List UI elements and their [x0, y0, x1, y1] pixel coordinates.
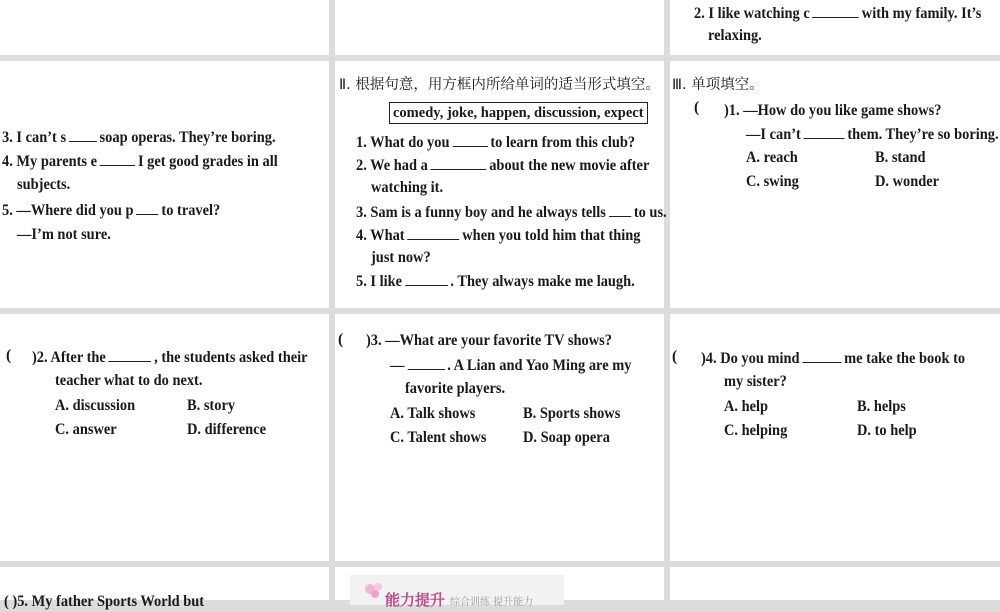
cell-top-center: [335, 0, 664, 55]
mc1-option-d: D. wonder: [875, 173, 940, 190]
mid-left-q4: 4. My parents e I get good grades in all: [2, 153, 278, 170]
mc3-option-a: A. Talk shows: [390, 405, 476, 422]
mc4-option-b: B. helps: [857, 398, 906, 415]
mc2-option-d: D. difference: [187, 421, 266, 438]
mc3-option-c: C. Talent shows: [390, 429, 487, 446]
top-right-line2: relaxing.: [708, 27, 762, 44]
cell-last-left: [0, 567, 329, 610]
mc4-option-c: C. helping: [724, 422, 788, 439]
mid-left-q4-cont: subjects.: [17, 176, 71, 193]
cell-top-left: [0, 0, 329, 55]
cell-top-right: [670, 0, 1000, 55]
mid-left-q5: 5. —Where did you p to travel?: [2, 202, 221, 219]
mc3-option-b: B. Sports shows: [523, 405, 621, 422]
cell-bot-left: [0, 314, 329, 561]
ability-banner: [350, 575, 564, 609]
section-two-heading: Ⅱ. 根据句意，用方框内所给单词的适当形式填空。: [339, 77, 660, 93]
mc3-option-d: D. Soap opera: [523, 429, 610, 446]
mc2-option-c: C. answer: [55, 421, 117, 438]
cell-mid-right: [670, 61, 1000, 308]
cell-last-right: [670, 567, 1000, 600]
top-right-line1: 2. I like watching c with my family. It’s: [694, 5, 982, 22]
mc4-option-d: D. to help: [857, 422, 917, 439]
answer-paren-1: (: [694, 99, 700, 116]
mc3-answer-line: — . A Lian and Yao Ming are my: [390, 357, 632, 374]
cell-mid-center: [335, 61, 667, 308]
section-three-heading: Ⅲ. 单项填空。: [672, 77, 764, 93]
cell-bot-center: [335, 314, 664, 561]
banner-subtitle: 综合训练 提升能力: [450, 597, 534, 608]
mc2-option-b: B. story: [187, 397, 236, 414]
mc2-question-cont: teacher what to do next.: [55, 372, 203, 389]
answer-paren-4: (: [672, 348, 678, 365]
mc1-option-a: A. reach: [746, 149, 798, 166]
answer-paren-3: (: [338, 331, 344, 348]
mid-center-q2: 2. We had a about the new movie after: [356, 157, 650, 174]
mc2-question: )2. After the , the students asked their: [32, 349, 308, 366]
mc4-option-a: A. help: [724, 398, 769, 415]
mc1-answer-line: —I can’t them. They’re so boring.: [746, 126, 999, 143]
cell-last-center: [335, 567, 664, 609]
mid-center-q1: 1. What do you to learn from this club?: [356, 134, 636, 151]
mc3-answer-cont: favorite players.: [405, 380, 506, 397]
mc5-question-partial: ( )5. My father Sports World but: [4, 593, 205, 610]
mc1-option-b: B. stand: [875, 149, 926, 166]
mid-center-q3: 3. Sam is a funny boy and he always tells to us.: [356, 204, 667, 221]
mc1-option-c: C. swing: [746, 173, 799, 190]
mid-center-q2-cont: watching it.: [371, 179, 444, 196]
cell-mid-left: [0, 61, 329, 308]
answer-paren-2: (: [6, 347, 12, 364]
mid-center-q4-cont: just now?: [371, 249, 431, 266]
mid-left-q3: 3. I can’t s soap operas. They’re boring.: [2, 129, 276, 146]
mid-center-q5: 5. I like . They always make me laugh.: [356, 273, 635, 290]
word-box: comedy, joke, happen, discussion, expect: [389, 102, 648, 124]
mid-center-q4: 4. What when you told him that thing: [356, 227, 641, 244]
mc4-question: )4. Do you mind me take the book to: [701, 350, 966, 367]
mc3-question: )3. —What are your favorite TV shows?: [366, 332, 612, 349]
mc2-option-a: A. discussion: [55, 397, 136, 414]
mc4-question-cont: my sister?: [724, 373, 787, 390]
banner-title: 能力提升: [385, 591, 446, 609]
mid-left-q5-answer: —I’m not sure.: [17, 226, 111, 243]
mc1-question: )1. —How do you like game shows?: [724, 102, 942, 119]
cell-bot-right: [670, 314, 1000, 561]
